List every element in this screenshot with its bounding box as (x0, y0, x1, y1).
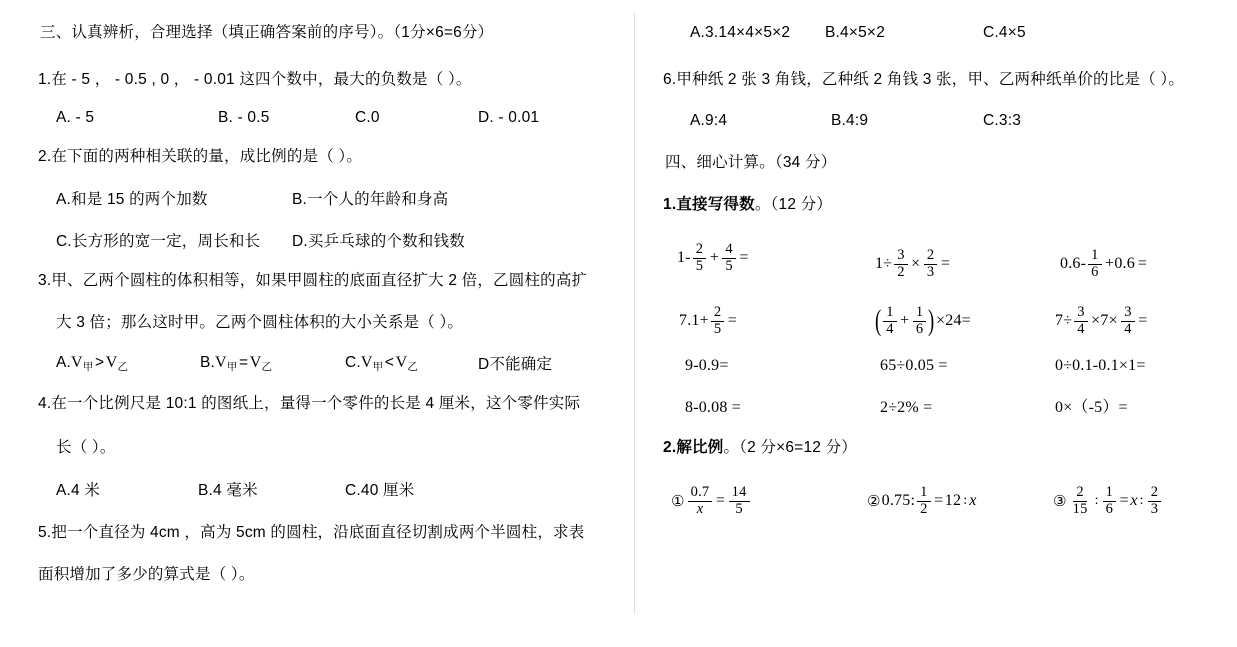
proportion-2-colon: : (963, 493, 968, 509)
question-2-option-d[interactable]: D.买乒乓球的个数和钱数 (292, 233, 465, 250)
arith-r2c3-tail: = (1138, 312, 1148, 330)
subsection-1-number: 1. (663, 196, 677, 213)
question-3-option-b-label: B. (200, 354, 216, 371)
proportion-3-equals: = (1119, 492, 1129, 510)
proportion-3-variable: x (1130, 492, 1138, 510)
right-paren: ) (928, 304, 935, 338)
arith-r2c2-mid: + (900, 312, 910, 330)
question-1-option-d[interactable]: D. - 0.01 (478, 109, 540, 126)
question-3-option-a-label: A. (56, 354, 72, 371)
question-4-stem-line1: 4.在一个比例尺是 10:1 的图纸上，量得一个零件的长是 4 厘米，这个零件实际 (38, 395, 581, 412)
question-4-option-c[interactable]: C.40 厘米 (345, 482, 415, 499)
item-marker-1: ① (671, 491, 685, 510)
proportion-item-2[interactable] (867, 485, 977, 517)
question-2-option-c[interactable]: C.长方形的宽一定，周长和长 (56, 233, 261, 250)
proportion-2-lead: 0.75: (881, 492, 916, 510)
arith-r1c2-tail: = (940, 255, 951, 273)
arith-r1c1-mid: + (709, 249, 719, 267)
arith-r1c3-lead: 0.6- (1060, 255, 1087, 273)
subsection-2-points: 。（2 分×6=12 分） (723, 439, 857, 456)
arith-r1c1-frac1: $\frac{2}{5}$ (693, 242, 706, 274)
section-heading-three: 三、认真辨析，合理选择（填正确答案前的序号）。（1分×6=6分） (40, 24, 494, 41)
question-3-option-c-label: C. (345, 354, 361, 371)
question-3-option-c[interactable] (345, 355, 418, 372)
arith-row1-col3[interactable] (1060, 248, 1149, 280)
question-5-option-b[interactable]: B.4×5×2 (825, 24, 886, 41)
proportion-3-frac3: $\frac{2}{3}$ (1148, 485, 1161, 517)
question-3-stem-line2: 大 3 倍；那么这时甲。乙两个圆柱体积的大小关系是（ ）。 (56, 314, 464, 331)
subsection-1-points: 。（12 分） (754, 196, 833, 213)
proportion-2-equals: = (934, 492, 944, 510)
arith-r1c3-mid: +0.6 (1105, 255, 1135, 273)
arith-row3-col3[interactable]: 0÷0.1-0.1×1= (1055, 357, 1146, 374)
question-5-option-a[interactable]: A.3.14×4×5×2 (690, 24, 791, 41)
arith-row4-col3[interactable]: 0×（-5）= (1055, 399, 1128, 416)
question-2-option-b[interactable]: B.一个人的年龄和身高 (292, 191, 449, 208)
arith-row4-col1[interactable]: 8-0.08 = (685, 399, 741, 416)
arith-r2c2-tail: ×24= (936, 312, 971, 330)
subsection-2-title: 解比例 (676, 439, 724, 456)
section-heading-four: 四、细心计算。（34 分） (665, 154, 837, 171)
proportion-3-frac2: $\frac{1}{6}$ (1103, 485, 1116, 517)
proportion-1-right-frac: $\frac{14}{5}$ (729, 485, 750, 517)
relation-greater-than: > (95, 354, 105, 371)
arith-r1c3-frac1: $\frac{1}{6}$ (1088, 248, 1101, 280)
subsection-1-heading (663, 197, 832, 213)
arith-r2c3-frac1: $\frac{3}{4}$ (1074, 305, 1087, 337)
question-5-option-c[interactable]: C.4×5 (983, 24, 1026, 41)
arith-r2c3-frac2: $\frac{3}{4}$ (1121, 305, 1134, 337)
subsection-1-title: 直接写得数 (676, 196, 755, 213)
arith-r1c2-frac2: $\frac{2}{3}$ (924, 248, 937, 280)
question-1-option-b[interactable]: B. - 0.5 (218, 109, 270, 126)
question-6-option-c[interactable]: C.3:3 (983, 112, 1022, 129)
question-6-stem: 6.甲种纸 2 张 3 角钱，乙种纸 2 角钱 3 张，甲、乙两种纸单价的比是（ ）。 (663, 71, 1185, 88)
question-3-option-d-text: 不能确定 (489, 356, 553, 373)
question-4-stem-line2: 长（ ）。 (56, 439, 116, 456)
arith-r2c3-mid: ×7× (1091, 312, 1118, 330)
proportion-2-frac: $\frac{1}{2}$ (917, 485, 930, 517)
arith-r1c1-frac2: $\frac{4}{5}$ (722, 242, 735, 274)
volume-yi-symbol-c: $V_乙$ (395, 354, 419, 373)
proportion-2-tail-a: 12 (944, 492, 962, 510)
arith-row4-col2[interactable]: 2÷2% = (880, 399, 933, 416)
item-marker-2: ② (867, 491, 881, 510)
question-2-stem: 2.在下面的两种相关联的量，成比例的是（ ）。 (38, 148, 363, 165)
arith-r2c2-frac2: $\frac{1}{6}$ (913, 305, 926, 337)
arith-r1c2-frac1: $\frac{3}{2}$ (894, 248, 907, 280)
volume-jia-symbol-a: $V_甲$ (71, 354, 94, 373)
question-3-option-b[interactable] (200, 355, 272, 372)
volume-jia-symbol-c: $V_甲$ (360, 354, 384, 373)
arith-row1-col1[interactable] (677, 242, 750, 274)
question-4-option-a[interactable]: A.4 米 (56, 482, 101, 499)
proportion-3-colon-2: : (1139, 493, 1144, 509)
relation-equals: = (239, 354, 249, 371)
arith-r1c3-tail: = (1137, 255, 1148, 273)
arith-row3-col2[interactable]: 65÷0.05 = (880, 357, 948, 374)
question-1-option-a[interactable]: A. - 5 (56, 109, 95, 126)
proportion-2-variable: x (969, 492, 977, 510)
question-3-option-d[interactable] (478, 357, 552, 373)
arith-r1c1-tail: = (739, 249, 749, 267)
volume-jia-symbol-b: $V_甲$ (215, 354, 238, 373)
arith-row1-col2[interactable] (875, 248, 952, 280)
proportion-1-left-frac: $\frac{0.7}{x}$ (688, 485, 713, 517)
question-5-stem-line1: 5.把一个直径为 4cm ，高为 5cm 的圆柱，沿底面直径切割成两个半圆柱，求表 (38, 524, 585, 541)
proportion-3-frac1: $\frac{2}{15}$ (1072, 484, 1088, 517)
item-marker-3: ③ (1053, 491, 1067, 510)
question-1-option-c[interactable]: C.0 (355, 109, 380, 126)
question-6-option-a[interactable]: A.9:4 (690, 112, 728, 129)
arith-r1c2-mid: × (911, 255, 921, 273)
question-5-stem-line2: 面积增加了多少的算式是（ ）。 (38, 566, 255, 583)
proportion-item-1[interactable] (671, 485, 752, 517)
arith-row2-col3[interactable] (1055, 305, 1149, 337)
left-paren: ( (874, 304, 882, 338)
subsection-2-number: 2. (663, 439, 677, 456)
arith-r2c2-frac1: $\frac{1}{4}$ (883, 305, 896, 337)
question-2-option-a[interactable]: A.和是 15 的两个加数 (56, 191, 208, 208)
question-3-option-d-label: D (478, 356, 490, 373)
arith-row3-col1[interactable]: 9-0.9= (685, 357, 729, 374)
question-3-option-a[interactable] (56, 355, 128, 372)
arith-row2-col2[interactable] (875, 305, 972, 337)
proportion-1-equals: = (715, 492, 726, 510)
question-6-option-b[interactable]: B.4:9 (831, 112, 869, 129)
right-column (635, 0, 1237, 647)
arith-row2-col1[interactable] (679, 305, 739, 337)
proportion-item-3[interactable] (1053, 485, 1163, 517)
proportion-3-colon-1: : (1094, 493, 1099, 509)
question-4-option-b[interactable]: B.4 毫米 (198, 482, 258, 499)
arith-r2c3-lead: 7÷ (1055, 312, 1073, 330)
question-1-stem: 1.在 - 5 ， - 0.5 , 0 ， - 0.01 这四个数中，最大的负数是（ ）。 (38, 71, 472, 88)
arith-r1c2-lead: 1÷ (875, 255, 893, 273)
subsection-2-heading (663, 440, 857, 456)
volume-yi-symbol-b: $V_乙$ (249, 354, 273, 373)
arith-r2c1-lead: 7.1+ (679, 312, 709, 330)
volume-yi-symbol-a: $V_乙$ (105, 354, 129, 373)
question-3-stem-line1: 3.甲、乙两个圆柱的体积相等，如果甲圆柱的底面直径扩大 2 倍，乙圆柱的高扩 (38, 272, 588, 289)
arith-r2c1-tail: = (727, 312, 738, 330)
arith-r2c1-frac1: $\frac{2}{5}$ (711, 305, 724, 337)
arith-r1c1-lead: 1- (677, 249, 691, 267)
relation-less-than: < (384, 354, 395, 371)
